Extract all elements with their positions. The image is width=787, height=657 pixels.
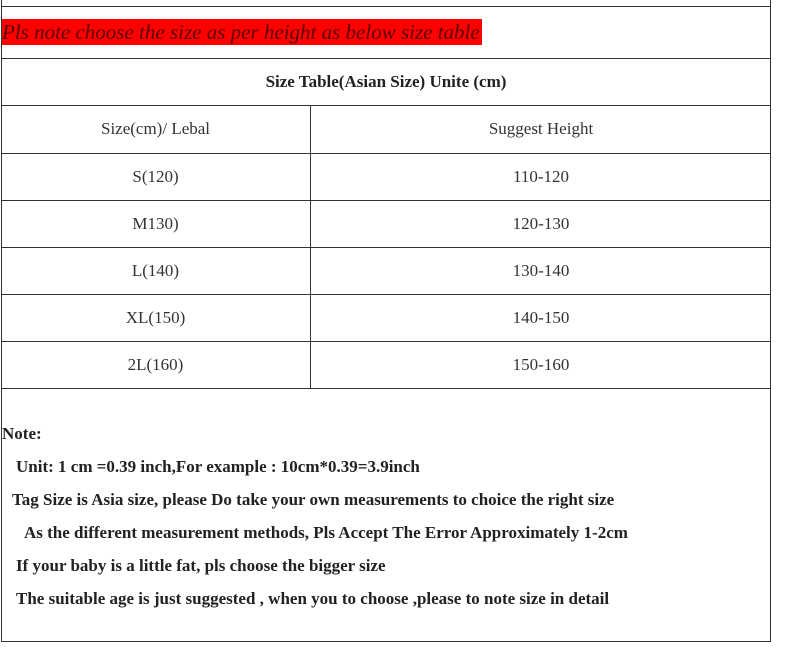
table-row-size: S(120) — [132, 167, 179, 186]
header-suggest-height: Suggest Height — [488, 119, 594, 138]
note-line-age: The suitable age is just suggested , when you to choose ,please to note size in detail — [16, 589, 610, 608]
table-row-size: XL(150) — [125, 308, 186, 327]
table-caption: Size Table(Asian Size) Unite (cm) — [265, 72, 507, 91]
table-row-height: 110-120 — [512, 167, 570, 186]
note-line-unit: Unit: 1 cm =0.39 inch,For example : 10cm*0.39=3.9inch — [16, 457, 420, 476]
table-row-size: M130) — [132, 214, 179, 233]
table-row-height: 120-130 — [512, 214, 570, 233]
size-notice-banner: Pls note choose the size as per height as below size table — [2, 20, 480, 44]
note-title: Note: — [2, 424, 42, 443]
table-row-size: 2L(160) — [127, 355, 184, 374]
top-rule — [1, 6, 771, 7]
table-row-height: 140-150 — [512, 308, 570, 327]
table-row-height: 130-140 — [512, 261, 570, 280]
table-row-size: L(140) — [131, 261, 180, 280]
table-row-height: 150-160 — [512, 355, 570, 374]
note-line-tag-size: Tag Size is Asia size, please Do take your own measurements to choice the right size — [12, 490, 615, 509]
note-line-bigger-size: If your baby is a little fat, pls choose the bigger size — [16, 556, 386, 575]
header-size: Size(cm)/ Lebal — [100, 119, 211, 138]
note-line-error: As the different measurement methods, Pls Accept The Error Approximately 1-2cm — [24, 523, 628, 542]
table-bottom-border — [1, 388, 771, 389]
